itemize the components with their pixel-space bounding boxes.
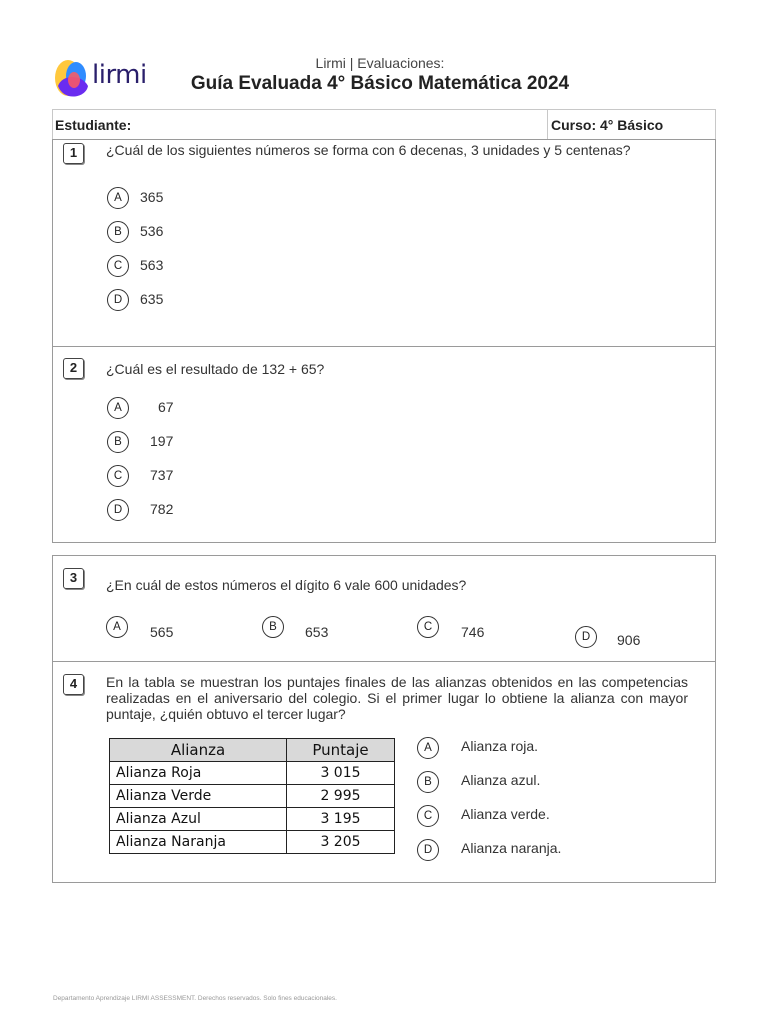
- option-b-circle[interactable]: B: [107, 431, 129, 453]
- option-a-circle[interactable]: A: [417, 737, 439, 759]
- question-1-box: [52, 139, 716, 347]
- question-2-text: ¿Cuál es el resultado de 132 + 65?: [106, 361, 325, 377]
- option-b-value: 197: [150, 433, 174, 449]
- option-d-value: 782: [150, 501, 174, 517]
- table-cell: Alianza Naranja: [110, 831, 287, 854]
- option-c-circle[interactable]: C: [107, 255, 129, 277]
- option-a-value: 565: [150, 624, 174, 640]
- option-d-value: 906: [617, 632, 641, 648]
- table-header-row: [110, 739, 395, 762]
- table-cell: 3 195: [287, 808, 395, 831]
- page-title: Guía Evaluada 4° Básico Matemática 2024: [190, 73, 570, 94]
- table-row: [110, 785, 395, 808]
- table-header-cell: Puntaje: [287, 739, 395, 762]
- question-3-text: ¿En cuál de estos números el dígito 6 vale 600 unidades?: [106, 577, 467, 593]
- logo-wordmark: lirmi: [92, 60, 147, 90]
- option-c-value: 746: [461, 624, 485, 640]
- table-row: [110, 762, 395, 785]
- table-cell: Alianza Azul: [110, 808, 287, 831]
- question-4-number: 4: [63, 674, 84, 695]
- course-label: Curso: 4° Básico: [551, 117, 664, 133]
- option-c-circle[interactable]: C: [417, 616, 439, 638]
- option-a-circle[interactable]: A: [107, 187, 129, 209]
- option-d-value: Alianza naranja.: [461, 840, 562, 856]
- option-c-circle[interactable]: C: [107, 465, 129, 487]
- question-1-text: ¿Cuál de los siguientes números se forma con 6 decenas, 3 unidades y 5 centenas?: [106, 142, 631, 158]
- question-1-number: 1: [63, 143, 84, 164]
- scores-table: [109, 738, 395, 854]
- option-d-circle[interactable]: D: [417, 839, 439, 861]
- table-cell: Alianza Roja: [110, 762, 287, 785]
- student-label: Estudiante:: [55, 117, 132, 133]
- option-b-value: 653: [305, 624, 329, 640]
- option-b-circle[interactable]: B: [262, 616, 284, 638]
- question-4-text: [106, 674, 688, 722]
- option-d-circle[interactable]: D: [575, 626, 597, 648]
- header-subtitle: Lirmi | Evaluaciones:: [315, 55, 445, 71]
- table-row: [110, 831, 395, 854]
- question-2-number: 2: [63, 358, 84, 379]
- option-d-value: 635: [140, 291, 164, 307]
- option-b-value: 536: [140, 223, 164, 239]
- option-a-value: 67: [158, 399, 174, 415]
- table-row: [110, 808, 395, 831]
- question-3-number: 3: [63, 568, 84, 589]
- table-cell: 2 995: [287, 785, 395, 808]
- option-d-circle[interactable]: D: [107, 499, 129, 521]
- footer-text: Departamento Aprendizaje LIRMI ASSESSMENT. Derechos reservados. Solo fines educacionales.: [53, 995, 337, 1002]
- option-a-circle[interactable]: A: [106, 616, 128, 638]
- option-a-value: 365: [140, 189, 164, 205]
- question-4-text-line: puntaje, ¿quién obtuvo el tercer lugar?: [106, 706, 346, 722]
- student-info-row: [52, 109, 716, 139]
- option-b-circle[interactable]: B: [107, 221, 129, 243]
- option-c-value: 737: [150, 467, 174, 483]
- table-cell: 3 015: [287, 762, 395, 785]
- question-4-text-line: realizadas en el aniversario del colegio. Si el primer lugar lo obtiene la alianza con mayor: [106, 690, 688, 706]
- option-c-circle[interactable]: C: [417, 805, 439, 827]
- option-c-value: 563: [140, 257, 164, 273]
- option-a-circle[interactable]: A: [107, 397, 129, 419]
- question-4-text-line: En la tabla se muestran los puntajes finales de las alianzas obtenidos en las competencias: [106, 674, 688, 690]
- option-a-value: Alianza roja.: [461, 738, 539, 754]
- option-b-circle[interactable]: B: [417, 771, 439, 793]
- table-header-cell: Alianza: [110, 739, 287, 762]
- table-cell: 3 205: [287, 831, 395, 854]
- student-row-divider: [547, 110, 548, 140]
- table-cell: Alianza Verde: [110, 785, 287, 808]
- option-d-circle[interactable]: D: [107, 289, 129, 311]
- option-b-value: Alianza azul.: [461, 772, 541, 788]
- option-c-value: Alianza verde.: [461, 806, 550, 822]
